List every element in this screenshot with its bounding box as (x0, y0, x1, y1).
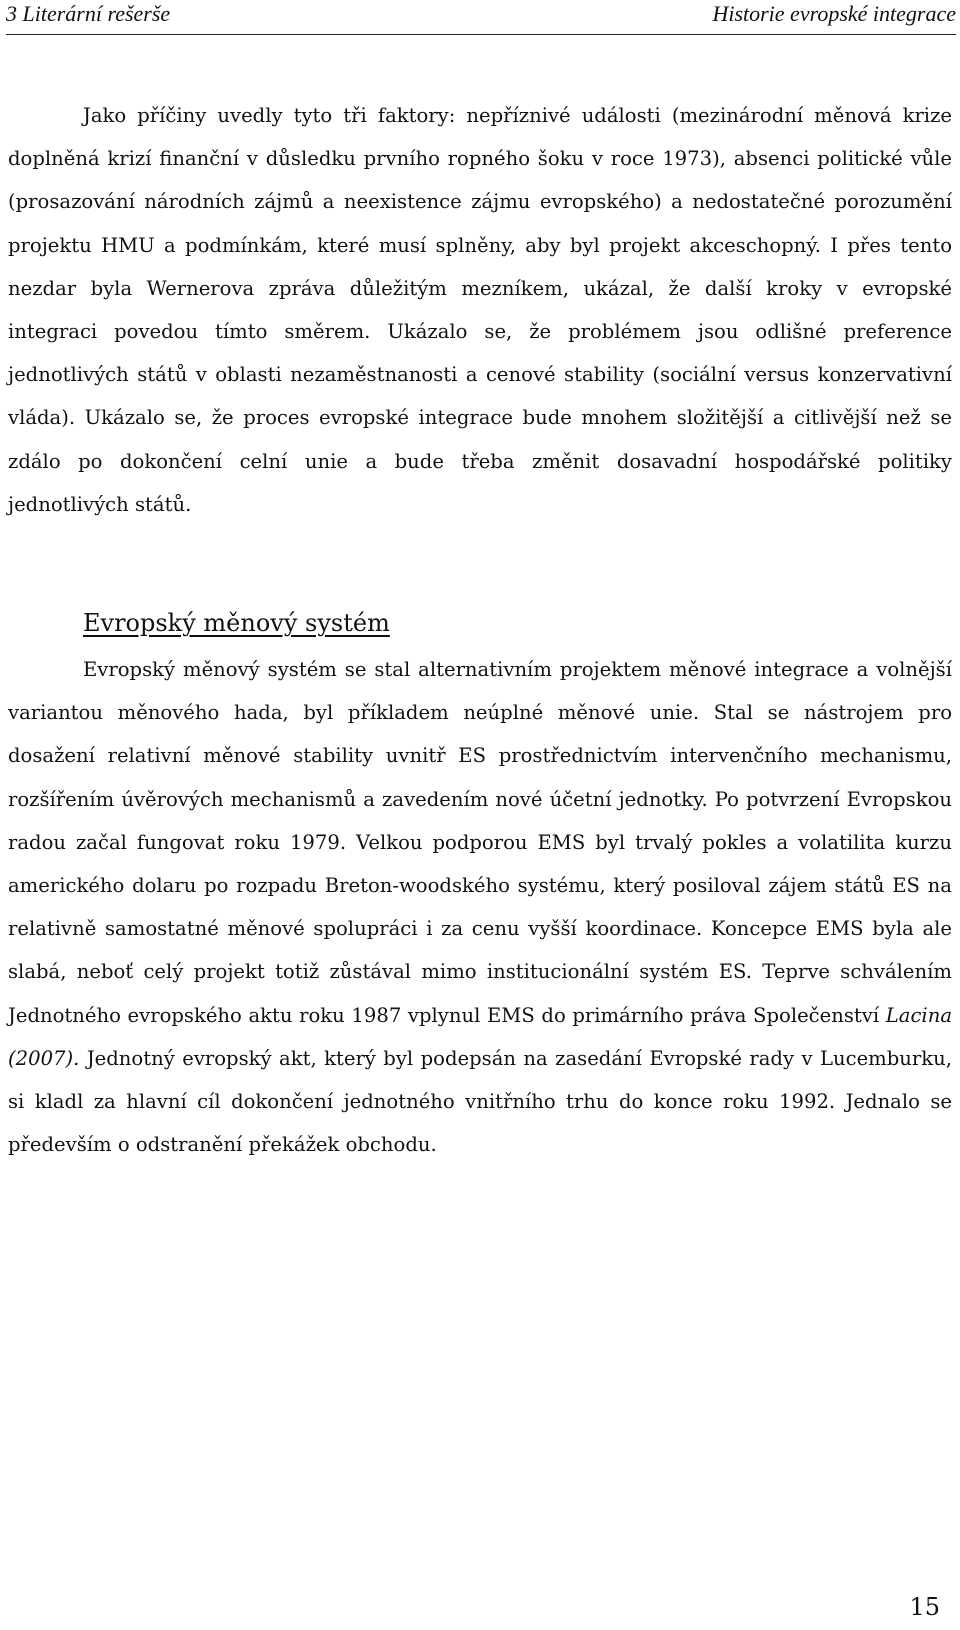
section-heading: Evropský měnový systém (83, 609, 390, 637)
paragraph-ems-text-1: Evropský měnový systém se stal alternativním projektem měnové integrace a volnější variantou měnového hada, byl příkladem neúplné měnové unie. Stal se nástrojem pro dosažení relativní měnové stability uvnitř ES prostřednictvím intervenčního mechanismu, rozšířením úvěrových mechanismů a zavedením nové účetní jednotky. Po potvrzení Evropskou radou začal fungovat roku 1979. Velkou podporou EMS byl trvalý pokles a volatilita kurzu amerického dolaru po rozpadu Breton-woodského systému, který posiloval zájem států ES na relativně samostatné měnové spolupráci i za cenu vyšší koordinace. Koncepce EMS byla ale slabá, neboť celý projekt totiž zůstával mimo institucionální systém ES. Teprve schválením Jednotného evropského aktu roku 1987 vplynul EMS do primárního práva Společenství (8, 658, 952, 1027)
paragraph-werner-report: Jako příčiny uvedly tyto tři faktory: nepříznivé události (mezinárodní měnová krize doplněná krizí finanční v důsledku prvního ropného šoku v roce 1973), absenci politické vůle (prosazování národních zájmů a neexistence zájmu evropského) a nedostatečné porozumění projektu HMU a podmínkám, které musí splněny, aby byl projekt akceschopný. I přes tento nezdar byla Wernerova zpráva důležitým mezníkem, ukázal, že další kroky v evropské integraci povedou tímto směrem. Ukázalo se, že problémem jsou odlišné preference jednotlivých států v oblasti nezaměstnanosti a cenové stability (sociální versus konzervativní vláda). Ukázalo se, že proces evropské integrace bude mnohem složitější a citlivější než se zdálo po dokončení celní unie a bude třeba změnit dosavadní hospodářské politiky jednotlivých států. (8, 104, 952, 516)
header-section-title: Historie evropské integrace (712, 1, 956, 26)
running-header (6, 0, 956, 35)
paragraph-ems (8, 648, 952, 1166)
paragraph-ems-text-2: Jednotný evropský akt, který byl podepsán na zasedání Evropské rady v Lucemburku, si kladl za hlavní cíl dokončení jednotného vnitřního trhu do konce roku 1992. Jednalo se především o odstranění překážek obchodu. (8, 1046, 952, 1157)
page-number: 15 (909, 1593, 940, 1621)
header-chapter-title: 3 Literární rešerše (6, 1, 171, 26)
citation: Lacina (2007). (8, 1003, 952, 1070)
